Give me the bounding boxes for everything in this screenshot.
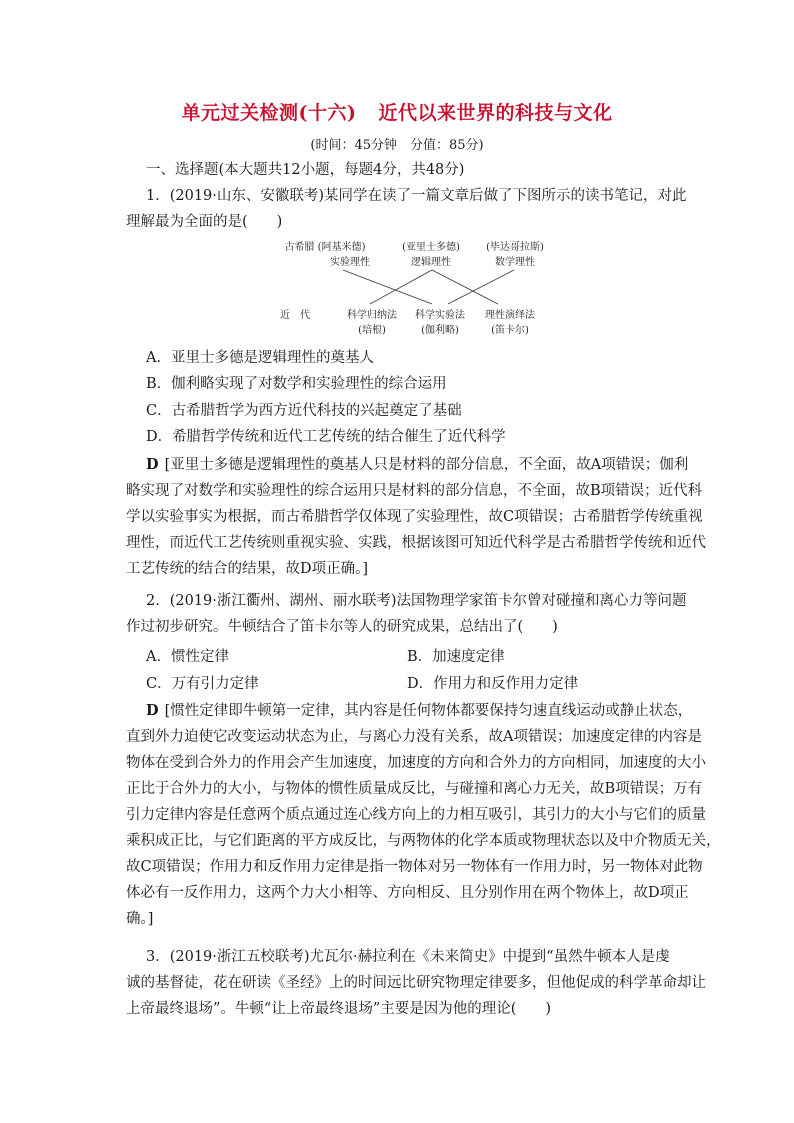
q2-stem-line-2: 作过初步研究。牛顿结合了笛卡尔等人的研究成果，总结出了( ) (126, 619, 558, 635)
q2-explanation-line-5: 引力定律内容是任意两个质点通过连心线方向上的力相互吸引，其引力的大小与它们的质量 (126, 807, 706, 823)
q3-stem-line-3: 上帝最终退场”。牛顿“让上帝最终退场”主要是因为他的理论( ) (126, 1001, 552, 1017)
q3-stem-line-2: 诚的基督徒，花在研读《圣经》上的时间远比研究物理定律要多，但他促成的科学革命却让 (126, 975, 706, 991)
q1-explanation (126, 452, 706, 582)
diagram-top-1-sub: 实验理性 (330, 257, 370, 268)
diagram-top-3-name: (毕达哥拉斯) (486, 242, 544, 253)
q2-stem (126, 588, 686, 640)
q1-answer: D (146, 456, 159, 473)
q2-explanation-line-8: 体必有一反作用力，这两个力大小相等、方向相反、且分别作用在两个物体上，故D项正 (126, 885, 689, 901)
line-experiment-to-experiment-method (343, 270, 432, 304)
q2-stem-line-1: 2．(2019·浙江衢州、湖州、丽水联考)法国物理学家笛卡尔曾对碰撞和离心力等问题 (146, 593, 687, 609)
page-subtitle: (时间：45分钟 分值：85分) (310, 138, 484, 153)
title-part-1: 单元过关检测(十六) (181, 102, 357, 124)
diagram-top-2 (388, 238, 474, 268)
diagram-bottom-3 (478, 306, 542, 336)
q1-explanation-line-1 (146, 452, 689, 478)
q2-explanation-line-3: 物体在受到合外力的作用会产生加速度，加速度的方向和合外力的方向相同，加速度的大小 (126, 755, 706, 771)
q2-explanation-line-1 (146, 698, 693, 724)
q2-explanation (126, 698, 721, 932)
page-title (0, 98, 794, 125)
q1-diagram (270, 236, 560, 336)
line-logic-to-deduction (432, 270, 498, 304)
q1-stem-line-1: 1．(2019·山东、安徽联考)某同学在读了一篇文章后做了下图所示的读书笔记，对此 (146, 188, 687, 204)
q2-option-a: A．惯性定律 (146, 649, 229, 665)
diagram-bottom-3-sub: (笛卡尔) (491, 325, 529, 336)
diagram-bottom-1-sub: (培根) (358, 325, 386, 336)
q1-stem (126, 183, 687, 235)
q2-answer: D (146, 702, 159, 719)
q1-explanation-line-2: 略实现了对数学和实验理性的综合运用只是材料的部分信息，不全面，故B项错误；近代科 (126, 483, 703, 499)
diagram-bottom-3-name: 理性演绎法 (485, 310, 535, 321)
q2-explanation-line-2: 直到外力迫使它改变运动状态为止，与离心力没有关系，故A项错误；加速度定律的内容是 (126, 729, 702, 745)
diagram-bottom-2-name: 科学实验法 (415, 310, 465, 321)
diagram-top-1-name: 古希腊 (阿基米德) (284, 242, 366, 253)
diagram-top-2-name: (亚里士多德) (402, 242, 460, 253)
diagram-bottom-1-name: 科学归纳法 (347, 310, 397, 321)
q1-option-a: A．亚里士多德是逻辑理性的奠基人 (146, 350, 374, 366)
title-part-2: 近代以来世界的科技与文化 (378, 102, 613, 124)
q2-option-c: C．万有引力定律 (146, 676, 259, 692)
diagram-top-1 (270, 238, 380, 268)
q2-explanation-line-4: 正比于合外力的大小，与物体的惯性质量成反比，与碰撞和离心力无关，故B项错误；万有 (126, 781, 703, 797)
q1-explanation-line-5: 工艺传统的结合的结果，故D项正确。] (126, 561, 369, 577)
diagram-top-3 (472, 238, 558, 268)
q3-stem-line-1: 3．(2019·浙江五校联考)尤瓦尔·赫拉利在《未来简史》中提到“虽然牛顿本人是虔 (146, 949, 670, 965)
q1-option-b: B．伽利略实现了对数学和实验理性的综合运用 (146, 376, 447, 392)
q1-explanation-text-1: [亚里士多德是逻辑理性的奠基人只是材料的部分信息，不全面，故A项错误；伽利 (164, 457, 689, 473)
q2-explanation-text-1: [惯性定律即牛顿第一定律，其内容是任何物体都要保持匀速直线运动或静止状态， (164, 703, 693, 719)
line-math-to-experiment-method (448, 270, 514, 304)
diagram-bottom-1 (340, 306, 404, 336)
section-heading: 一、选择题(本大题共12小题，每题4分，共48分) (146, 162, 465, 178)
diagram-top-2-sub: 逻辑理性 (411, 257, 451, 268)
q2-explanation-line-6: 乘积成正比，与它们距离的平方成反比，与两物体的化学本质或物理状态以及中介物质无关， (126, 833, 721, 849)
q1-explanation-line-3: 学以实验事实为根据，而古希腊哲学仅体现了实验理性，故C项错误；古希腊哲学传统重视 (126, 509, 703, 525)
diagram-row-label: 近 代 (280, 310, 310, 321)
q1-option-d: D．希腊哲学传统和近代工艺传统的结合催生了近代科学 (146, 429, 506, 445)
q2-option-b: B．加速度定律 (407, 649, 505, 665)
q1-stem-line-2: 理解最为全面的是( ) (126, 214, 283, 230)
q3-stem (126, 944, 706, 1022)
diagram-bottom-2-sub: (伽利略) (421, 325, 459, 336)
q1-option-c: C．古希腊哲学为西方近代科技的兴起奠定了基础 (146, 403, 462, 419)
q2-explanation-line-9: 确。] (126, 911, 154, 927)
q1-explanation-line-4: 理性，而近代工艺传统则重视实验、实践，根据该图可知近代科学是古希腊哲学传统和近代 (126, 535, 706, 551)
q2-explanation-line-7: 故C项错误；作用力和反作用力定律是指一物体对另一物体有一作用力时，另一物体对此物 (126, 859, 703, 875)
diagram-top-3-sub: 数学理性 (495, 257, 535, 268)
line-logic-to-induction (370, 270, 432, 304)
q2-option-d: D．作用力和反作用力定律 (407, 676, 579, 692)
diagram-bottom-2 (408, 306, 472, 336)
